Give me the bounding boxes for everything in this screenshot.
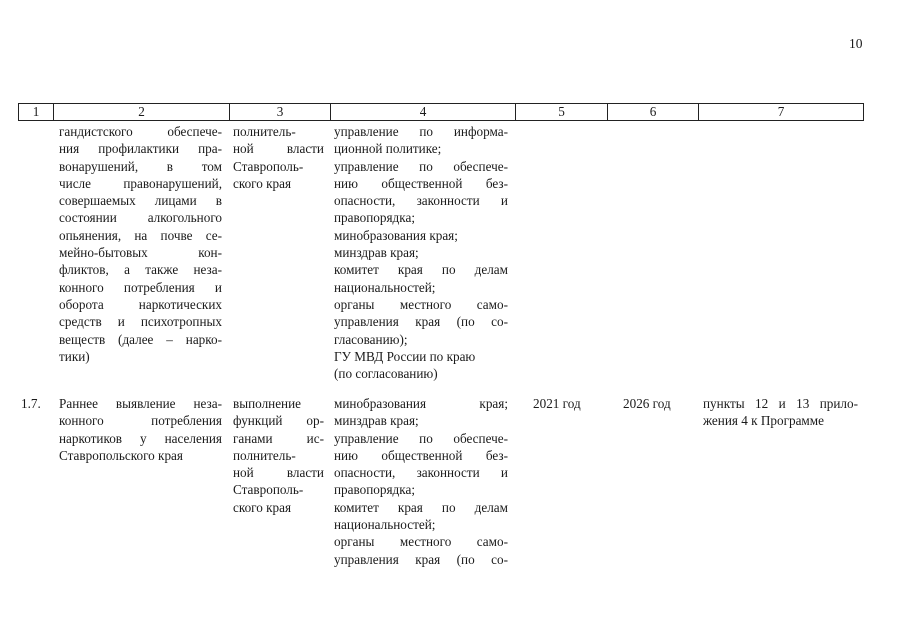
row-continued-form xyxy=(233,123,324,192)
header-col-4: 4 xyxy=(330,104,515,120)
text-line: наркотиков у населения xyxy=(59,430,222,446)
text-line: конного потребления xyxy=(59,413,222,429)
text-line: Раннее выявление неза- xyxy=(59,396,222,411)
text-line: правопорядка; xyxy=(334,210,415,226)
text-line: минздрав края; xyxy=(334,413,419,429)
text-line: конного потребления и xyxy=(59,279,222,295)
table-header-row xyxy=(18,103,864,121)
header-col-5: 5 xyxy=(515,104,607,120)
text-line: (по согласованию) xyxy=(334,366,438,382)
text-line: национальностей; xyxy=(334,517,436,533)
page-number: 10 xyxy=(849,36,863,51)
text-line: гласованию); xyxy=(334,331,408,347)
text-line: мейно-бытовых кон- xyxy=(59,245,222,261)
text-line: управления края (по со- xyxy=(334,551,508,567)
text-line: Ставрополь- xyxy=(233,482,304,498)
text-line: вонарушений, в том xyxy=(59,158,222,174)
text-line: функций ор- xyxy=(233,413,324,429)
text-line: ганами ис- xyxy=(233,430,324,446)
text-line: выполнение xyxy=(233,396,302,411)
text-line: минобразования края; xyxy=(334,227,458,243)
text-line: веществ (далее – нарко- xyxy=(59,331,222,347)
text-line: управления края (по со- xyxy=(334,314,508,330)
header-col-6: 6 xyxy=(607,104,698,120)
text-line: правопорядка; xyxy=(334,482,415,498)
text-line: полнитель- xyxy=(233,447,296,463)
text-line: управление по обеспече- xyxy=(334,158,508,174)
text-line: Ставропольского края xyxy=(59,447,183,463)
text-line: фликтов, а также неза- xyxy=(59,262,222,278)
row-1-7-indicators xyxy=(703,395,858,430)
row-1-7-end-year: 2026 год xyxy=(623,396,671,411)
text-line: нию общественной без- xyxy=(334,175,508,191)
text-line: ной власти xyxy=(233,141,324,157)
header-col-3: 3 xyxy=(229,104,330,120)
text-line: ной власти xyxy=(233,465,324,481)
row-1-7-form xyxy=(233,395,324,516)
text-line: ГУ МВД России по краю xyxy=(334,348,476,364)
text-line: национальностей; xyxy=(334,279,436,295)
text-line: пункты 12 и 13 прило- xyxy=(703,396,858,411)
text-line: опасности, законности и xyxy=(334,193,508,209)
header-col-2: 2 xyxy=(53,104,229,120)
text-line: опасности, законности и xyxy=(334,465,508,481)
row-1-7-start-year: 2021 год xyxy=(533,396,581,411)
header-col-1: 1 xyxy=(32,104,40,119)
text-line: ского края xyxy=(233,175,292,191)
text-line: полнитель- xyxy=(233,124,296,139)
text-line: органы местного само- xyxy=(334,296,508,312)
text-line: опьянения, на почве се- xyxy=(59,227,222,243)
row-1-7-executors xyxy=(334,395,508,568)
row-1-7-activity xyxy=(59,395,222,464)
text-line: оборота наркотических xyxy=(59,296,222,312)
text-line: комитет края по делам xyxy=(334,262,508,278)
text-line: состоянии алкогольного xyxy=(59,210,222,226)
header-col-7: 7 xyxy=(698,104,863,120)
text-line: ционной политике; xyxy=(334,141,442,157)
text-line: управление по информа- xyxy=(334,124,508,139)
text-line: ского края xyxy=(233,499,292,515)
text-line: совершаемых лицами в xyxy=(59,193,222,209)
text-line: Ставрополь- xyxy=(233,158,304,174)
text-line: тики) xyxy=(59,348,90,364)
row-1-7-number: 1.7. xyxy=(21,396,41,411)
text-line: минздрав края; xyxy=(334,245,419,261)
text-line: жения 4 к Программе xyxy=(703,413,824,429)
text-line: комитет края по делам xyxy=(334,499,508,515)
text-line: гандистского обеспече- xyxy=(59,124,222,139)
text-line: органы местного само- xyxy=(334,534,508,550)
row-continued-activity xyxy=(59,123,222,365)
text-line: управление по обеспече- xyxy=(334,430,508,446)
row-continued-executors xyxy=(334,123,508,382)
text-line: нию общественной без- xyxy=(334,447,508,463)
text-line: средств и психотропных xyxy=(59,314,222,330)
text-line: ния профилактики пра- xyxy=(59,141,222,157)
text-line: минобразования края; xyxy=(334,396,508,411)
text-line: числе правонарушений, xyxy=(59,175,222,191)
